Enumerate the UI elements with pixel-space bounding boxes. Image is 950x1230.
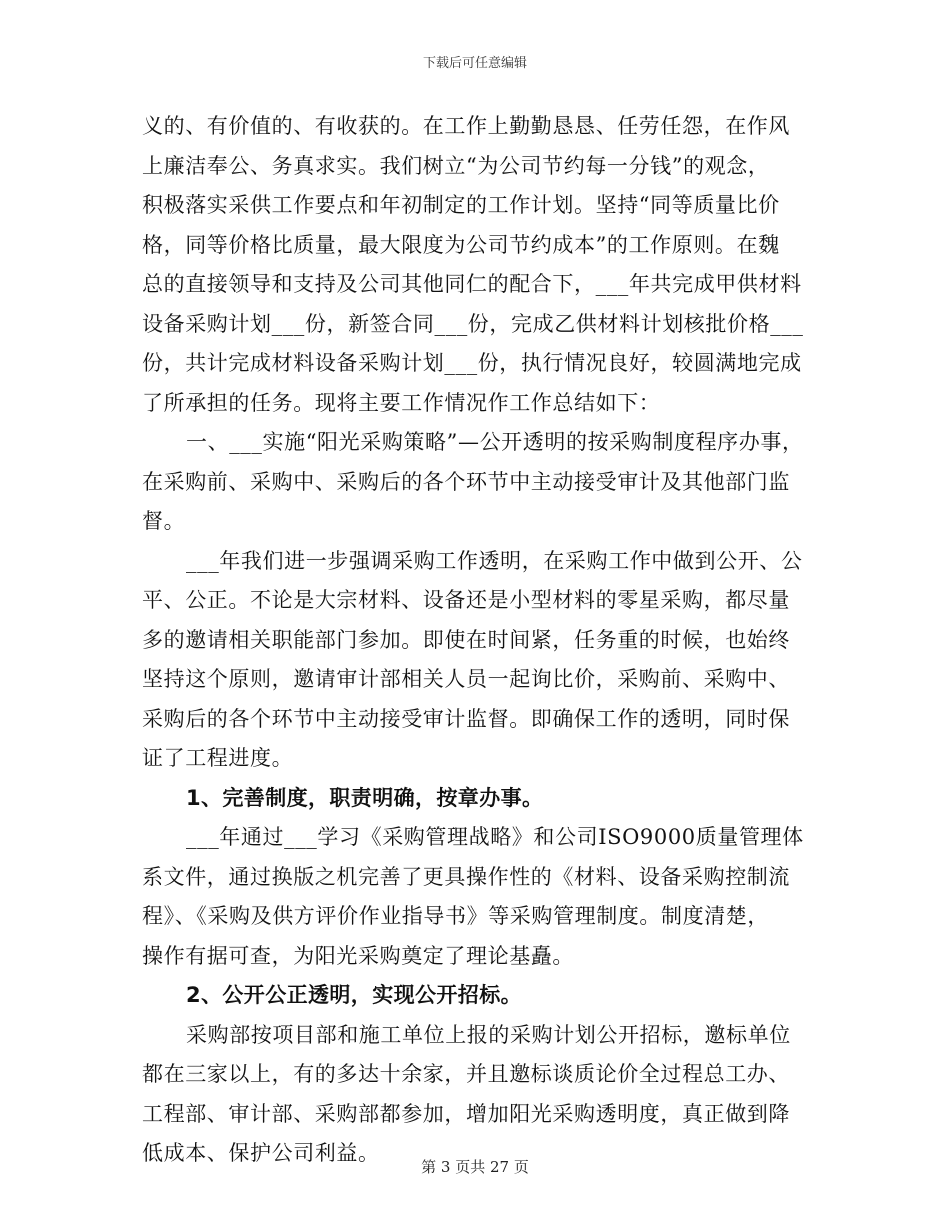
paragraph-line: 格，同等价格比质量，最大限度为公司节约成本”的工作原则。在魏 (142, 232, 780, 257)
paragraph-line: 份，共计完成材料设备采购计划___份，执行情况良好，较圆满地完成 (142, 351, 802, 375)
document-body (142, 107, 822, 1174)
paragraph-line: 采购部按项目部和施工单位上报的采购计划公开招标，邀标单位 (186, 1022, 791, 1047)
paragraph-line: 系文件，通过换版之机完善了更具操作性的《材料、设备采购控制流 (142, 864, 790, 889)
paragraph-line: 义的、有价值的、有收获的。在工作上勤勤恳恳、任劳任怨，在作风 (142, 114, 790, 138)
paragraph-line: 积极落实采供工作要点和年初制定的工作计划。坚持“同等质量比价 (142, 193, 780, 217)
paragraph-line: 操作有据可查，为阳光采购奠定了理论基矗。 (142, 943, 574, 968)
subheading-1: 1、完善制度，职责明确，按章办事。 (186, 785, 544, 810)
paragraph-line: 都在三家以上，有的多达十余家，并且邀标谈质论价全过程总工办、 (142, 1062, 790, 1086)
paragraph-line: ___年通过___学习《采购管理战略》和公司ISO9000质量管理体 (186, 825, 804, 849)
subheading-2: 2、公开公正透明，实现公开招标。 (186, 983, 523, 1007)
paragraph-line: 在采购前、采购中、采购后的各个环节中主动接受审计及其他部门监 (142, 469, 790, 494)
paragraph-line: 坚持这个原则，邀请审计部相关人员一起询比价，采购前、采购中、 (142, 667, 790, 691)
paragraph-line: 工程部、审计部、采购部都参加，增加阳光采购透明度，真正做到降 (142, 1101, 790, 1126)
paragraph-line: 总的直接领导和支持及公司其他同仁的配合下，___年共完成甲供材料 (142, 272, 802, 296)
paragraph-line: 上廉洁奉公、务真求实。我们树立“为公司节约每一分钱”的观念， (142, 153, 770, 178)
paragraph-line: 证了工程进度。 (142, 746, 294, 770)
paragraph-line: 设备采购计划___份，新签合同___份，完成乙供材料计划核批价格___ (142, 311, 804, 336)
paragraph-line: 程》、《采购及供方评价作业指导书》等采购管理制度。制度清楚， (142, 904, 769, 928)
paragraph-line: 多的邀请相关职能部门参加。即使在时间紧，任务重的时候，也始终 (142, 627, 790, 652)
page-header: 下载后可任意编辑 (422, 56, 527, 71)
paragraph-line: ___年我们进一步强调采购工作透明，在采购工作中做到公开、公 (186, 548, 803, 573)
paragraph-line: 采购后的各个环节中主动接受审计监督。即确保工作的透明，同时保 (142, 706, 790, 731)
section-heading-line: 一、___实施“阳光采购策略”—公开透明的按采购制度程序办事， (186, 430, 804, 454)
paragraph-line: 了所承担的任务。现将主要工作情况作工作总结如下： (142, 390, 661, 415)
paragraph-line: 平、公正。不论是大宗材料、设备还是小型材料的零星采购，都尽量 (142, 588, 790, 612)
page-number: 第 3 页共 27 页 (421, 1158, 529, 1176)
paragraph-line: 督。 (142, 509, 186, 533)
paragraph-line: 低成本、保护公司利益。 (142, 1141, 380, 1165)
